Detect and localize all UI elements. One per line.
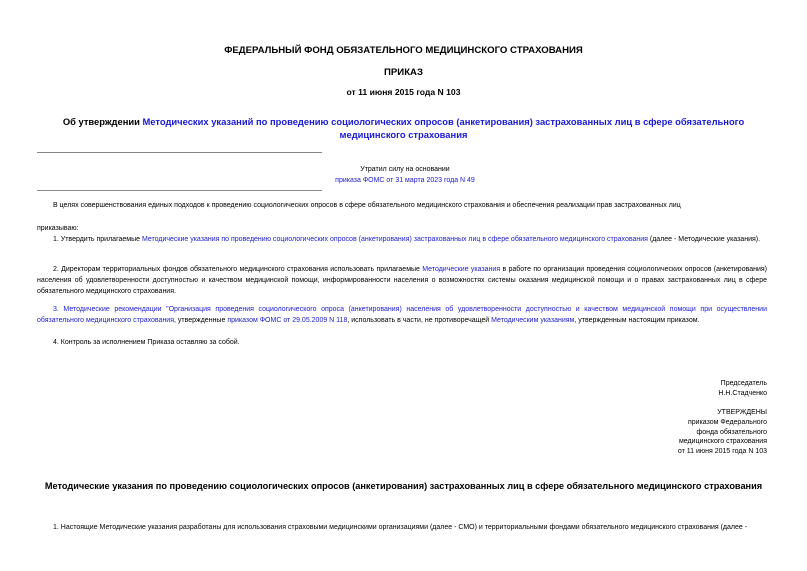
approval-line-4: медицинского страхования <box>678 438 767 446</box>
p2-text: 2. Директорам территориальных фондов обязательного медицинского страхования использовать прилагаемые <box>53 266 423 273</box>
approval-line-2: приказом Федерального <box>687 418 767 426</box>
p3-foms-order-link[interactable]: приказом ФОМС от 29.05.2009 N 118 <box>227 316 348 324</box>
approval-line-5: от 11 июня 2015 года N 103 <box>677 448 767 456</box>
paragraph-4: 4. Контроль за исполнением Приказа оставляю за собой. <box>53 339 240 346</box>
approval-line-3: фонда обязательного <box>696 428 767 436</box>
p1-text: 1. Утвердить прилагаемые <box>53 236 142 243</box>
order-subject <box>30 116 777 141</box>
document-paragraph-1: 1. Настоящие Методические указания разработаны для использования страховыми медицинскими организациями (далее - СМО) и территориальными фондами обязательного медицинского страхования (далее - <box>53 524 748 531</box>
p1-text-end: (далее - Методические указания). <box>647 236 761 243</box>
document-title: Методические указания по проведению социологических опросов (анкетирования) застрахованных лиц в сфере обязательного медицинского страхования <box>44 481 763 491</box>
p2-text-end: в работе по организации проведения социологических опросов (анкетирования) населения об удовлетворенности доступностью и качеством медицинской помощи, информированности населения о возможностях системы оказания медицинской помощи и о правах застрахованных лиц в сфере обязательного медицинского страхования. <box>37 266 768 295</box>
approval-block <box>678 408 767 457</box>
paragraph-2 <box>37 265 767 297</box>
p3-methodical-link[interactable]: Методическим указаниям <box>491 316 575 324</box>
signature-title: Председатель <box>720 380 767 387</box>
divider-bottom <box>37 190 322 191</box>
subject-prefix: Об утверждении <box>62 116 143 127</box>
repeal-note <box>300 164 510 186</box>
p3-recommendations-link[interactable]: 3. Методические рекомендации "Организация проведения социологического опроса (анкетирования) населения об удовлетворенности доступностью и качеством медицинской помощи при осуществлении обязательного медицинского страхования <box>37 306 767 324</box>
p3-text-end: , утвержденным настоящим приказом. <box>574 316 700 324</box>
repeal-order-link[interactable]: приказа ФОМС от 31 марта 2023 года N 49 <box>335 177 475 184</box>
paragraph-3 <box>37 305 767 327</box>
approval-line-1: УТВЕРЖДЕНЫ <box>717 409 767 416</box>
p2-methodical-link[interactable]: Методические указания <box>422 266 501 273</box>
preamble: В целях совершенствования единых подходов к проведению социологических опросов в сфере обязательного медицинского страхования и обеспечения реализации прав застрахованных лиц <box>53 202 681 209</box>
p3-text-mid: , использовать в части, не противоречащей <box>347 316 492 324</box>
paragraph-1 <box>37 235 767 246</box>
divider-top <box>37 152 322 153</box>
signature-block <box>718 379 767 399</box>
subject-link[interactable]: Методических указаний по проведению социологических опросов (анкетирования) застрахованных лиц в сфере обязательного медицинского страхования <box>142 116 745 140</box>
organization-heading: ФЕДЕРАЛЬНЫЙ ФОНД ОБЯЗАТЕЛЬНОГО МЕДИЦИНСКОГО СТРАХОВАНИЯ <box>224 45 583 56</box>
p3-text: , утвержденные <box>174 316 228 324</box>
repeal-text: Утратил силу на основании <box>360 166 450 173</box>
order-word: приказываю: <box>37 225 79 232</box>
p1-methodical-link[interactable]: Методические указания по проведению социологических опросов (анкетирования) застрахованных лиц в сфере обязательного медицинского страхования <box>141 236 648 243</box>
order-date-number: от 11 июня 2015 года N 103 <box>346 87 461 97</box>
order-heading: ПРИКАЗ <box>384 67 423 78</box>
signature-name: Н.Н.Стадченко <box>718 389 767 397</box>
